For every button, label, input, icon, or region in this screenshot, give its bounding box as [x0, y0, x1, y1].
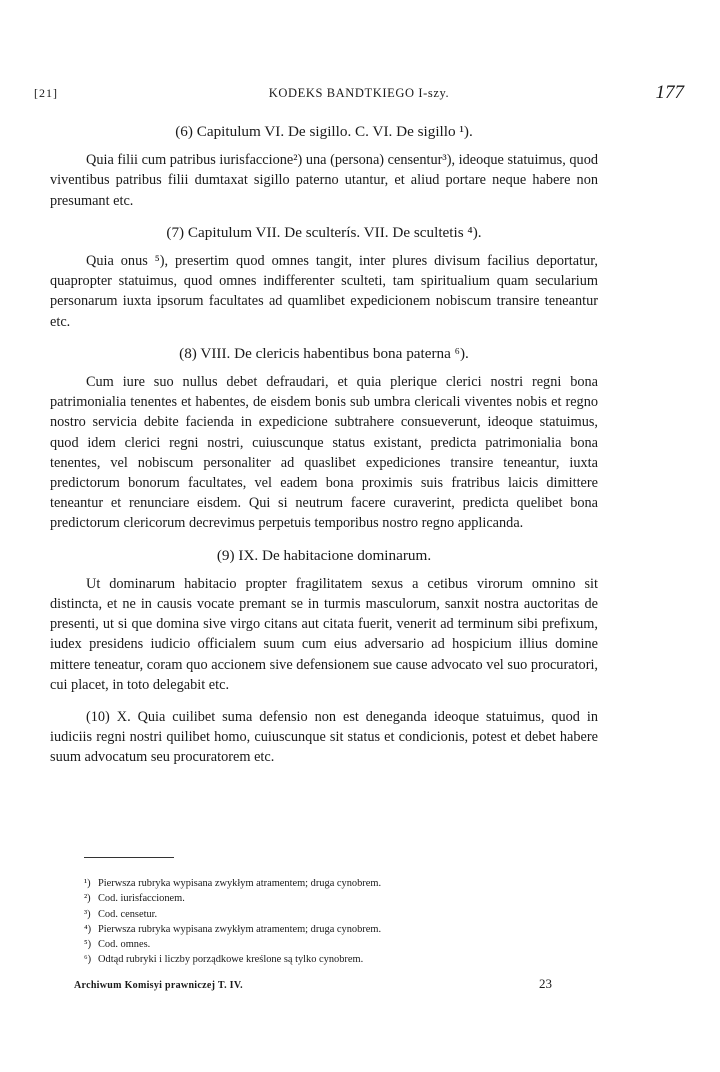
footnote-text: Cod. censetur. — [98, 908, 158, 920]
footnote — [84, 876, 604, 891]
footnote — [84, 952, 604, 967]
main-text — [50, 122, 598, 768]
page-number: 177 — [655, 82, 684, 103]
running-head — [34, 84, 684, 104]
footnote-text: Cod. iurisfaccionem. — [98, 893, 185, 905]
footnote-number: ⁴) — [84, 923, 92, 935]
section-9 — [50, 546, 598, 768]
section-paragraph: Ut dominarum habitacio propter fragilitatem sexus a cetibus virorum omnino sit distincta, et ne in causis vocate premant se in turmis masculorum, sanxit nostra auctoritas de presenti, ut si que domina sive virgo citans aut citata fuerit, venerit ad terminum sibi prefixum, iudex presidens iudicio officialem suum cum eius adversario ad hospicium illius domine mittere teneatur, coram quo accionem sive defensionem sue cause advocato vel suo procuratori, cui placet, in toto delegabit etc. — [50, 575, 598, 693]
footnote — [84, 891, 604, 906]
footnotes — [84, 876, 604, 968]
printer-signature: 23 — [539, 976, 552, 991]
footnote-text: Cod. omnes. — [98, 939, 151, 951]
section-paragraph: (10) X. Quia cuilibet suma defensio non est deneganda ideoque statuimus, quod in iudiciis regni nostri quilibet homo, cuiuscunque sit status et condicionis, potest et debet habere suum advocatum seu procuratorem etc. — [50, 709, 598, 766]
archive-imprint: Archiwum Komisyi prawniczej T. IV. — [74, 980, 243, 991]
footnote-number: ⁵) — [84, 939, 92, 951]
running-title: KODEKS BANDTKIEGO I-szy. — [268, 86, 450, 100]
section-heading: (9) IX. De habitacione dominarum. — [216, 546, 432, 564]
section-heading: (6) Capitulum VI. De sigillo. C. VI. De sigillo ¹). — [175, 123, 473, 140]
footnote — [84, 907, 604, 922]
section-8 — [50, 344, 598, 534]
section-paragraph: Quia filii cum patribus iurisfaccione²) una (persona) censentur³), ideoque statuimus, quod viventibus patribus filii dumtaxat sigillo paterno utantur, et aliud portare neque habere non presumant etc. — [50, 152, 598, 209]
footnote-number: ⁶) — [84, 954, 92, 966]
footnote-text: Pierwsza rubryka wypisana zwykłym atramentem; druga cynobrem. — [98, 923, 382, 935]
footnote-text: Pierwsza rubryka wypisana zwykłym atramentem; druga cynobrem. — [98, 878, 382, 889]
section-heading: (7) Capitulum VII. De sculterís. VII. De scultetis ⁴). — [166, 223, 482, 241]
section-7 — [50, 223, 598, 332]
page-footer — [74, 976, 552, 994]
footnote-number: ¹) — [84, 878, 91, 889]
footnote — [84, 937, 604, 952]
footnote-text: Odtąd rubryki i liczby porządkowe kreślone są tylko cynobrem. — [98, 954, 364, 966]
footnote-separator — [84, 857, 174, 858]
section-6 — [50, 122, 598, 211]
section-paragraph: Cum iure suo nullus debet defraudari, et quia plerique clerici nostri regni bona patrimonialia tenentes et habentes, de eisdem bonis sub umbra clericali viventes nobis et regno nostro servicia debite facienda in expedicione subtrahere consueverunt, ideoque statuimus, quod idem clerici regni nostri, cuiuscunque status existant, predicta patrimonialia bona tenentes, vel nobiscum personaliter ad quaslibet expediciones transire teneantur, iuxta predictorum bonorum facultates, vel eadem bona proximis suis fratribus laicis dimittere teneantur et renunciare eisdem. Qui si neutrum facere curaverint, predicta quelibet bona predictorum clericorum decrevimus perpetuis temporibus nostro regno applicanda. — [50, 374, 598, 532]
page-reference: [21] — [34, 86, 58, 100]
section-paragraph: Quia onus ⁵), presertim quod omnes tangit, inter plures divisum facilius deportatur, quapropter statuimus, quod omnes indifferenter sculteti, tam spiritualium quam secularium personarum iuxta ipsorum facultates ad quamlibet expedicionem nobiscum transire teneantur etc. — [50, 253, 598, 330]
section-heading: (8) VIII. De clericis habentibus bona paterna ⁶). — [179, 344, 469, 362]
footnote-number: ³) — [84, 908, 91, 920]
footnote-number: ²) — [84, 893, 91, 905]
footnote — [84, 922, 604, 937]
